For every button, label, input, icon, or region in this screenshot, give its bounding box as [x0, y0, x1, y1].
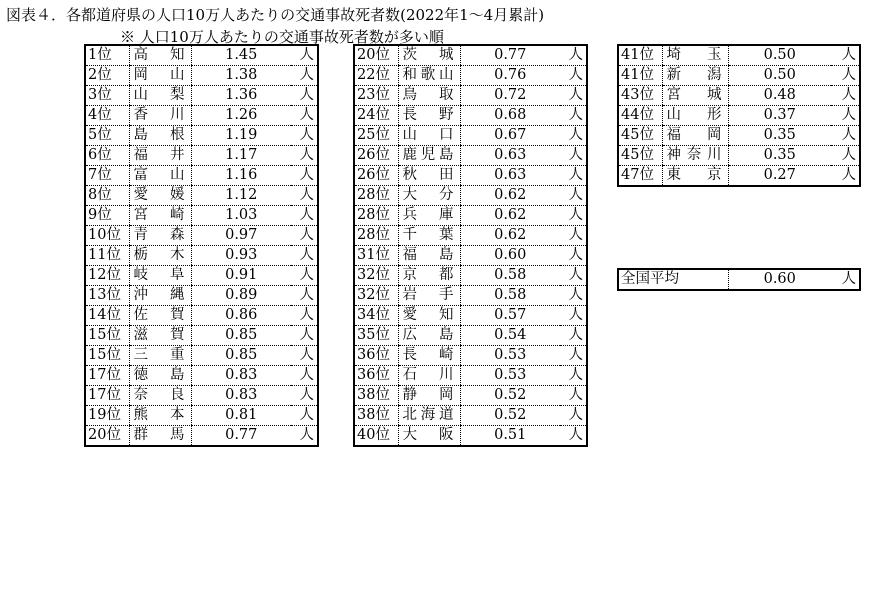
table-row [354, 266, 587, 286]
value-cell: 0.27 [728, 166, 831, 187]
prefecture-cell: 山口 [398, 126, 460, 146]
prefecture-cell: 大分 [398, 186, 460, 206]
rank-cell: 10位 [85, 226, 129, 246]
prefecture-cell: 神奈川 [662, 146, 728, 166]
rank-cell: 5位 [85, 126, 129, 146]
rank-cell: 13位 [85, 286, 129, 306]
rank-cell: 44位 [618, 106, 662, 126]
rank-cell: 25位 [354, 126, 398, 146]
unit-label: 人 [831, 106, 860, 126]
table-row [85, 426, 318, 447]
value-cell: 1.26 [191, 106, 291, 126]
prefecture-cell: 高知 [129, 45, 191, 66]
rank-cell: 19位 [85, 406, 129, 426]
rank-cell: 26位 [354, 146, 398, 166]
rank-cell: 28位 [354, 226, 398, 246]
table-row [85, 126, 318, 146]
unit-label: 人 [560, 226, 587, 246]
prefecture-cell: 岐阜 [129, 266, 191, 286]
prefecture-cell: 大阪 [398, 426, 460, 447]
value-cell: 0.77 [460, 45, 560, 66]
table-row [618, 126, 860, 146]
rank-cell: 38位 [354, 406, 398, 426]
table-row [85, 186, 318, 206]
rank-cell: 28位 [354, 206, 398, 226]
table-row [618, 86, 860, 106]
unit-label: 人 [291, 186, 318, 206]
rank-cell: 2位 [85, 66, 129, 86]
value-cell: 0.85 [191, 326, 291, 346]
prefecture-cell: 岡山 [129, 66, 191, 86]
rank-cell: 26位 [354, 166, 398, 186]
prefecture-cell: 和歌山 [398, 66, 460, 86]
value-cell: 0.58 [460, 266, 560, 286]
prefecture-cell: 長野 [398, 106, 460, 126]
value-cell: 0.62 [460, 206, 560, 226]
rank-cell: 45位 [618, 126, 662, 146]
unit-label: 人 [560, 166, 587, 186]
unit-label: 人 [299, 427, 314, 443]
value-cell: 0.50 [728, 66, 831, 86]
unit-label: 人 [841, 167, 856, 183]
prefecture-cell: 富山 [129, 166, 191, 186]
prefecture-cell: 三重 [129, 346, 191, 366]
rank-cell: 45位 [618, 146, 662, 166]
prefecture-cell: 秋田 [398, 166, 460, 186]
value-cell: 0.63 [460, 146, 560, 166]
rank-cell: 17位 [85, 366, 129, 386]
prefecture-cell: 愛媛 [129, 186, 191, 206]
rank-cell: 32位 [354, 286, 398, 306]
rank-cell: 36位 [354, 366, 398, 386]
unit-label: 人 [291, 366, 318, 386]
rank-cell: 3位 [85, 86, 129, 106]
unit-label: 人 [560, 306, 587, 326]
rank-cell: 31位 [354, 246, 398, 266]
value-cell: 0.68 [460, 106, 560, 126]
rank-cell: 12位 [85, 266, 129, 286]
unit-label: 人 [560, 106, 587, 126]
value-cell: 0.50 [728, 45, 831, 66]
unit-label: 人 [560, 186, 587, 206]
rank-cell: 23位 [354, 86, 398, 106]
value-cell: 1.36 [191, 86, 291, 106]
table-row [354, 246, 587, 266]
table-row [85, 166, 318, 186]
value-cell: 0.48 [728, 86, 831, 106]
value-cell: 1.38 [191, 66, 291, 86]
value-cell: 0.85 [191, 346, 291, 366]
unit-label: 人 [560, 246, 587, 266]
national-average-value: 0.60 [728, 269, 831, 290]
value-cell: 0.89 [191, 286, 291, 306]
table-row [85, 386, 318, 406]
table-row [85, 286, 318, 306]
value-cell: 0.35 [728, 146, 831, 166]
unit-label: 人 [560, 286, 587, 306]
table-row [85, 45, 318, 66]
unit-label: 人 [291, 146, 318, 166]
prefecture-cell: 福井 [129, 146, 191, 166]
prefecture-cell: 島根 [129, 126, 191, 146]
unit-label: 人 [291, 66, 318, 86]
table-row [85, 106, 318, 126]
table-row [354, 206, 587, 226]
table-row [618, 66, 860, 86]
rank-cell: 15位 [85, 326, 129, 346]
ranking-table-1 [84, 44, 319, 447]
prefecture-cell: 徳島 [129, 366, 191, 386]
unit-label: 人 [560, 406, 587, 426]
unit-label: 人 [560, 266, 587, 286]
rank-cell: 28位 [354, 186, 398, 206]
table-row [354, 86, 587, 106]
prefecture-cell: 佐賀 [129, 306, 191, 326]
rank-cell: 9位 [85, 206, 129, 226]
prefecture-cell: 栃木 [129, 246, 191, 266]
prefecture-cell: 京都 [398, 266, 460, 286]
rank-cell: 4位 [85, 106, 129, 126]
table-row [85, 266, 318, 286]
value-cell: 1.17 [191, 146, 291, 166]
unit-label: 人 [560, 66, 587, 86]
table-row [618, 106, 860, 126]
prefecture-cell: 千葉 [398, 226, 460, 246]
prefecture-cell: 石川 [398, 366, 460, 386]
prefecture-cell: 東京 [662, 166, 728, 187]
unit-label: 人 [291, 106, 318, 126]
prefecture-cell: 静岡 [398, 386, 460, 406]
rank-cell: 38位 [354, 386, 398, 406]
rank-cell: 1位 [85, 45, 129, 66]
rank-cell: 32位 [354, 266, 398, 286]
value-cell: 0.76 [460, 66, 560, 86]
rank-cell: 34位 [354, 306, 398, 326]
value-cell: 0.54 [460, 326, 560, 346]
national-average-table [617, 268, 861, 291]
rank-cell: 8位 [85, 186, 129, 206]
rank-cell: 43位 [618, 86, 662, 106]
value-cell: 1.12 [191, 186, 291, 206]
value-cell: 0.86 [191, 306, 291, 326]
prefecture-cell: 宮崎 [129, 206, 191, 226]
value-cell: 0.60 [460, 246, 560, 266]
unit-label: 人 [291, 326, 318, 346]
value-cell: 0.58 [460, 286, 560, 306]
rank-cell: 7位 [85, 166, 129, 186]
unit-label: 人 [831, 146, 860, 166]
unit-label: 人 [291, 166, 318, 186]
table-row [354, 326, 587, 346]
national-average-label: 全国平均 [621, 271, 679, 287]
prefecture-cell: 長崎 [398, 346, 460, 366]
table-row [618, 146, 860, 166]
prefecture-cell: 山形 [662, 106, 728, 126]
unit-label: 人 [291, 406, 318, 426]
unit-label: 人 [560, 206, 587, 226]
prefecture-cell: 沖縄 [129, 286, 191, 306]
figure-title: 図表４．各都道府県の人口10万人あたりの交通事故死者数(2022年1～4月累計) [6, 6, 545, 24]
value-cell: 0.81 [191, 406, 291, 426]
rank-cell: 15位 [85, 346, 129, 366]
value-cell: 0.52 [460, 406, 560, 426]
rank-cell: 41位 [618, 66, 662, 86]
table-row [85, 66, 318, 86]
rank-cell: 41位 [618, 45, 662, 66]
unit-label: 人 [291, 206, 318, 226]
table-row [354, 66, 587, 86]
value-cell: 0.72 [460, 86, 560, 106]
table-row [354, 426, 587, 447]
prefecture-cell: 新潟 [662, 66, 728, 86]
table-row [354, 146, 587, 166]
national-average-row [618, 269, 860, 290]
rank-cell: 11位 [85, 246, 129, 266]
rank-cell: 20位 [354, 45, 398, 66]
rank-cell: 36位 [354, 346, 398, 366]
prefecture-cell: 宮城 [662, 86, 728, 106]
prefecture-cell: 山梨 [129, 86, 191, 106]
prefecture-cell: 滋賀 [129, 326, 191, 346]
table-row [354, 106, 587, 126]
prefecture-cell: 兵庫 [398, 206, 460, 226]
table-row [85, 206, 318, 226]
unit-label: 人 [560, 346, 587, 366]
table-row [618, 166, 860, 187]
prefecture-cell: 愛知 [398, 306, 460, 326]
unit-label: 人 [841, 271, 856, 287]
unit-label: 人 [291, 246, 318, 266]
value-cell: 0.62 [460, 226, 560, 246]
unit-label: 人 [291, 226, 318, 246]
prefecture-cell: 茨城 [398, 45, 460, 66]
table-row [85, 226, 318, 246]
unit-label: 人 [831, 126, 860, 146]
unit-label: 人 [831, 45, 860, 66]
rank-cell: 47位 [621, 167, 654, 183]
table-row [85, 146, 318, 166]
value-cell: 1.03 [191, 206, 291, 226]
value-cell: 0.83 [191, 386, 291, 406]
rank-cell: 35位 [354, 326, 398, 346]
prefecture-cell: 岩手 [398, 286, 460, 306]
ranking-table-2 [353, 44, 588, 447]
unit-label: 人 [831, 66, 860, 86]
table-row [354, 406, 587, 426]
table-row [85, 366, 318, 386]
value-cell: 0.77 [191, 426, 291, 447]
value-cell: 0.91 [191, 266, 291, 286]
value-cell: 0.67 [460, 126, 560, 146]
table-row [354, 186, 587, 206]
table-row [354, 306, 587, 326]
table-row [85, 346, 318, 366]
unit-label: 人 [291, 45, 318, 66]
unit-label: 人 [560, 45, 587, 66]
rank-cell: 22位 [354, 66, 398, 86]
ranking-table-3 [617, 44, 861, 187]
table-row [85, 306, 318, 326]
unit-label: 人 [291, 266, 318, 286]
prefecture-cell: 青森 [129, 226, 191, 246]
table-row [354, 346, 587, 366]
value-cell: 1.16 [191, 166, 291, 186]
value-cell: 1.19 [191, 126, 291, 146]
table-row [354, 45, 587, 66]
unit-label: 人 [560, 86, 587, 106]
prefecture-cell: 熊本 [129, 406, 191, 426]
unit-label: 人 [291, 86, 318, 106]
unit-label: 人 [291, 306, 318, 326]
table-row [354, 366, 587, 386]
value-cell: 0.63 [460, 166, 560, 186]
value-cell: 0.62 [460, 186, 560, 206]
prefecture-cell: 奈良 [129, 386, 191, 406]
unit-label: 人 [291, 286, 318, 306]
value-cell: 0.53 [460, 366, 560, 386]
prefecture-cell: 群馬 [129, 426, 191, 447]
table-row [85, 86, 318, 106]
prefecture-cell: 埼玉 [662, 45, 728, 66]
rank-cell: 6位 [85, 146, 129, 166]
table-row [354, 126, 587, 146]
unit-label: 人 [560, 386, 587, 406]
unit-label: 人 [291, 346, 318, 366]
unit-label: 人 [831, 86, 860, 106]
value-cell: 0.35 [728, 126, 831, 146]
unit-label: 人 [560, 366, 587, 386]
value-cell: 0.97 [191, 226, 291, 246]
unit-label: 人 [568, 427, 583, 443]
value-cell: 0.83 [191, 366, 291, 386]
unit-label: 人 [560, 126, 587, 146]
table-row [354, 286, 587, 306]
table-row [85, 406, 318, 426]
table-row [354, 386, 587, 406]
rank-cell: 17位 [85, 386, 129, 406]
table-row [354, 226, 587, 246]
rank-cell: 24位 [354, 106, 398, 126]
prefecture-cell: 香川 [129, 106, 191, 126]
value-cell: 0.53 [460, 346, 560, 366]
value-cell: 0.51 [460, 426, 560, 447]
prefecture-cell: 福島 [398, 246, 460, 266]
rank-cell: 20位 [88, 427, 121, 443]
unit-label: 人 [291, 126, 318, 146]
figure-subtitle: ※ 人口10万人あたりの交通事故死者数が多い順 [120, 28, 444, 46]
value-cell: 0.37 [728, 106, 831, 126]
value-cell: 1.45 [191, 45, 291, 66]
prefecture-cell: 広島 [398, 326, 460, 346]
table-row [618, 45, 860, 66]
unit-label: 人 [560, 326, 587, 346]
unit-label: 人 [560, 146, 587, 166]
unit-label: 人 [291, 386, 318, 406]
table-row [354, 166, 587, 186]
rank-cell: 40位 [357, 427, 390, 443]
prefecture-cell: 福岡 [662, 126, 728, 146]
value-cell: 0.93 [191, 246, 291, 266]
value-cell: 0.52 [460, 386, 560, 406]
table-row [85, 246, 318, 266]
prefecture-cell: 鹿児島 [398, 146, 460, 166]
prefecture-cell: 鳥取 [398, 86, 460, 106]
value-cell: 0.57 [460, 306, 560, 326]
prefecture-cell: 北海道 [398, 406, 460, 426]
table-row [85, 326, 318, 346]
rank-cell: 14位 [85, 306, 129, 326]
